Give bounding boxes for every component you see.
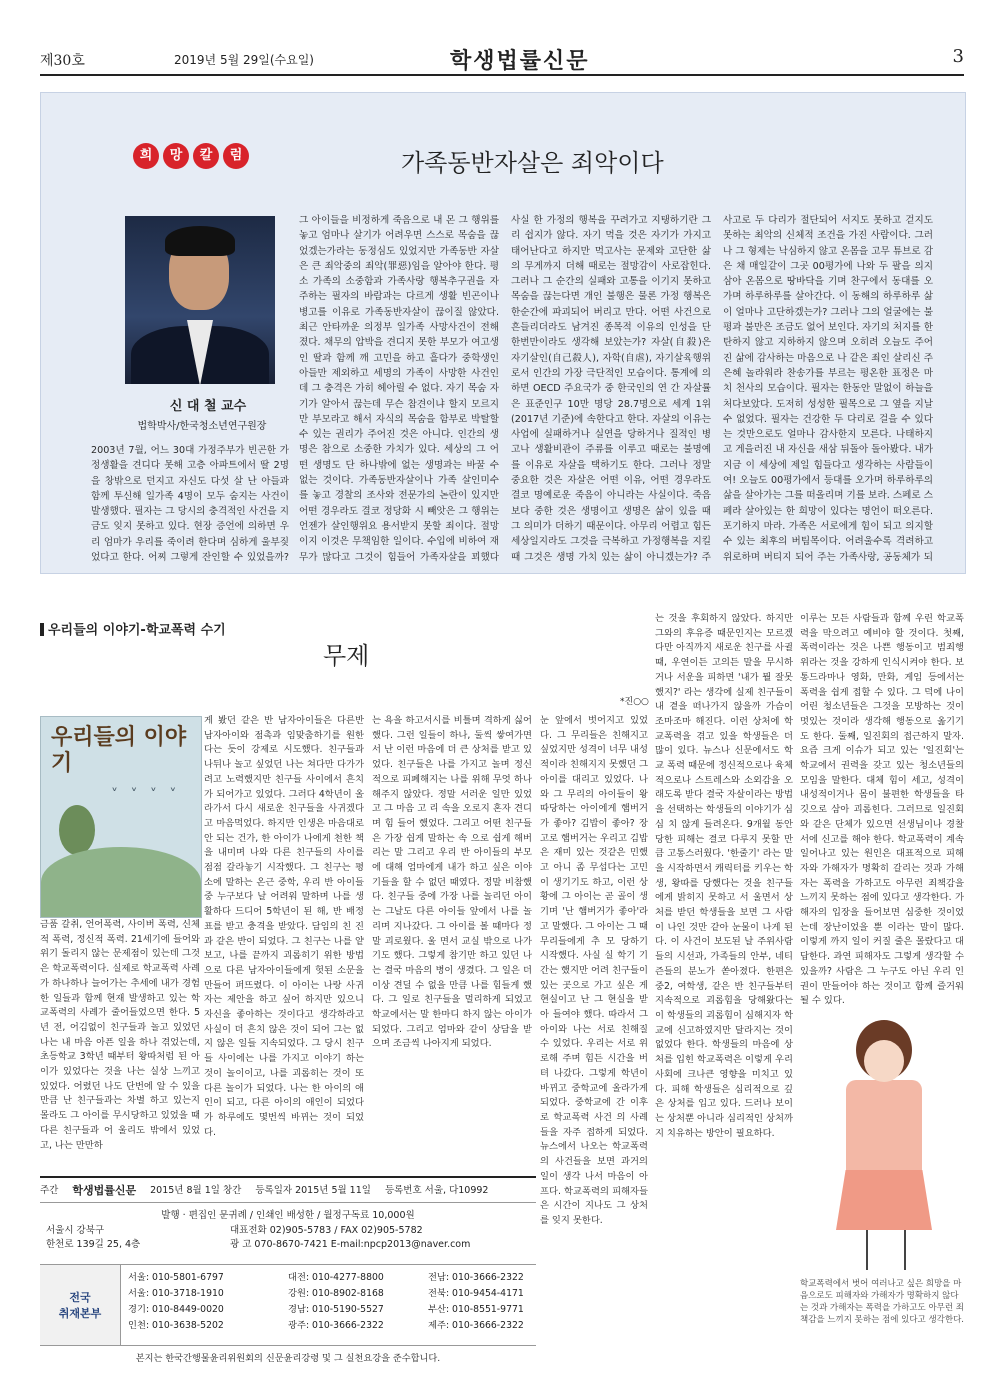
newspaper-title: 학생법률신문 <box>450 49 590 74</box>
regional-contact: 강원: 010-8902-8168 <box>288 1288 384 1299</box>
badge-char: 희 <box>133 143 159 169</box>
story-text-3: 는 욕을 하고서시를 비틀며 격하게 싫어했다. 그런 일들이 하나, 둘씩 쌓여가면서 난 이런 마음에 더 큰 상처를 받고 있었다. 친구들은 나를 가지고 놀며 정신적으로 피폐해지는 나를 위해 무엇 하나 해주지 않았다. 정말 서러운 일만 있었고 그 마음 고 리 속을 오로지 혼자 견디며 힘 들어 했었다. 그리고 어떤 친구들은 가장 쉽게 말하는 속 으로 쉽게 해버리는 말 그리고 우리 반 아이들의 부모에 대해 엄마에게 내가 하고 싶은 이야기들을 할 수 없던 때였다. 정말 비참했다. 친구들 중에 가장 나를 놀리던 아이는 그날도 다른 아이들 앞에서 나를 놀리며 지나갔다. 그 아이를 볼 때마다 정말 괴로웠다. 울 면서 교실 밖으로 나가기도 했다. 그렇게 참기만 하고 있던 나는 결국 마음의 병이 생겼다. 그 일은 더 이상 견딜 수 없을 만큼 나를 힘들게 했다. 그 일로 친구들을 멀리하게 되었고 학교에서는 말 한마디 하지 않는 아이가 되었다. 그리고 엄마와 같이 상담을 받으며 조금씩 나아지게 되었다. <box>372 715 532 1050</box>
regional-contact: 전북: 010-9454-4171 <box>428 1288 524 1299</box>
column-text-4: 사고로 두 다리가 절단되어 서지도 못하고 걷지도 못하는 최악의 신체적 조건을 가진 사람이다. 그러나 그 형제는 낙심하지 않고 온몸을 고무 튜브로 감은 채 매일같이 그곳 00평가에 나와 두 팔을 의지 삼아 온몸으로 땅바닥을 기며 찬구에서 동대를 오가며 하루하루를 살아간다. 이 동해의 하루하루 삶이 얼마나 고단하겠는가? 그러나 그의 얼굴에는 불평과 불만은 조금도 없어 보인다. 자기의 처지를 한탄하지 않고 지하하지 않으며 오히려 오늘도 주어진 삶에 감사하는 마음으로 나 같은 죄인 살리신 주 은혜 놀라워라 찬송가를 부르는 평온한 표정은 마치 천사의 모습이다. 필자는 한동안 말없이 하늘을 처다보았다. 도저히 성성한 필목으로 그 옆을 지날 수 없었다. 필자는 건강한 두 다리로 걸을 수 있다는 것만으로도 얼마나 감사한지 모른다. 나태하지고 게을러진 내 자신을 새삼 뒤돌아 돌아봤다. 내가 지금 이 세상에 제일 힘들다고 생각하는 사람들이여! 오늘도 00평가에서 등대를 오가며 하루하루의 삶을 살아가는 그를 떠올리며 기를 보라. 스페로 스페라 살아있는 한 희망이 있다는 명언이 떠오른다. 포기하지 마라. 가족은 서로에게 힘이 되고 의지할 수 있는 최후의 버팀목이다. 어려울수록 격려하고 위로하며 버티지 되어 주는 가족사랑, 공동체가 되 <box>723 215 933 563</box>
masthead-info <box>40 1176 536 1375</box>
regional-contact: 전남: 010-3666-2322 <box>428 1272 524 1283</box>
book-cover-image: 우리들의 이야기 ˅ ˅ ˅ ˅ <box>40 716 202 918</box>
column-text-1: 2003년 7월, 어느 30대 가정주부가 빈곤한 가정생활을 견디다 못해 고층 아파트에서 딸 2명을 창밖으로 던지고 자신도 다섯 살 난 아들과 함께 투신해 일가족 4명이 모두 숨지는 사건이 발생했다. 필자는 그 당시의 충격적인 사건을 지금도 잊지 못하고 있다. 현장 증언에 의하면 우리 엄마가 우리를 죽이려 한다며 심하게 울부짖었다고 한다. 어찌 그렇게 잔인할 수 있었을까? <box>91 445 289 563</box>
regional-offices <box>40 1264 536 1346</box>
story-text-1: 금품 갈취, 언어폭력, 사이버 폭력, 신체적 폭력, 정신적 폭력. 21세기에 들어와 위기 돌리지 않는 문제점이 있는데 그것은 학교폭력이다. 실제로 학교폭력 사례가 하나하나 늘어가는 추세에 내가 경험한 일들과 함께 현재 발생하고 있는 학교폭력의 사례가 줄어들었으면 한다. 5년 전, 어김없이 친구들과 놀고 있었던 나는 내 마음 아픈 일을 하나 겪었는데, 초등학교 3학년 때부터 왕따처럼 된 아이가 있었다는 것을 나는 실상 느끼고 있었다. 어렸던 나도 단번에 알 수 있을 만큼 난 친구들과는 차별 하고 있는지 몰라도 그 아이를 무시당하고 있었을 때 다른 친구들과 어 울리도 밖에서 있었고, 나는 만만하 <box>40 919 200 1151</box>
regional-contact: 서울: 010-5801-6797 <box>128 1272 224 1283</box>
regional-contact: 경남: 010-5190-5527 <box>288 1304 384 1315</box>
story-text-5: 는 것을 후회하지 않았다. 하지만 그와의 후유증 때문인지는 모르겠다만 아직까지 새로운 친구를 사귈 때, 우연이든 고의든 말을 무시하거나 서운을 피하면 '내가 뭘 잘못했지?' 라는 생각에 실제 친구들이 내 곁을 떠나가지 않을까 가슴이 조마조마 해진다. 이런 상처에 학교폭력을 겪고 있을 학생들은 더 많이 있다. 뉴스나 신문에서도 학교 폭력 때문에 정신적으로나 육체적으로나 스트레스와 소외감을 오래도록 받다 결국 자살이라는 방법을 선택하는 학생들의 이야기가 심심 치 않게 들려온다. 9개월 동안 당한 피해는 결코 다루지 못할 만큼 고통스러웠다. '한줄기' 라는 말을 시작하면서 캐릭터를 키우는 학생, 왕따를 당했다는 것을 친구들에게 밝히지 못하고 서 울면서 상처를 받던 학생들을 보면 그 사람이 나인 것만 같아 눈물이 나게 된다. 이 사건이 보도된 날 주위사람들의 시선과, 가족들의 안부, 네티즌들의 분노가 쏟아졌다. 한편은 중2, 여학생, 같은 반 친구들부터 지속적으로 괴롭힘을 당해왔다는 이 학생들의 괴롭힘이 심해지자 학교에 신고하였지만 달라지는 것이 없었다 한다. 학생들의 마음에 상처를 입힌 학교폭력은 이렇게 우리 사회에 크나큰 영향을 미치고 있다. 피해 학생들은 심리적으로 깊은 상처를 입고 있다. 드러나 보이는 상처뿐 아니라 심리적인 상처까지 치유하는 방안이 필요하다. <box>655 613 793 1139</box>
publisher-staff: 발행 · 편집인 문귀례 / 인쇄인 배성한 / 월정구독료 10,000원 <box>40 1202 536 1221</box>
regional-contact: 경기: 010-8449-0020 <box>128 1304 224 1315</box>
issue-number: 제30호 <box>40 53 85 69</box>
issue-date: 2019년 5월 29일(수요일) <box>174 53 314 67</box>
contact-info: 대표전화 02)905-5783 / FAX 02)905-5782 광 고 070-8670-7421 E-mail:npcp2013@naver.com <box>230 1225 471 1250</box>
page-header <box>40 44 964 76</box>
regional-contacts <box>128 1269 548 1331</box>
story-byline: *진○○ <box>620 697 649 707</box>
badge-char: 럼 <box>223 143 249 169</box>
column-text-3: 사실 한 가정의 행복을 꾸려가고 지탱하기란 그리 쉽지가 않다. 자기 먹을 것은 자기가 가지고 태어난다고 하지만 먹고사는 문제와 고단한 삶의 무게까지 더해 때로는 절망감이 사로잡힌다. 그러나 그 순간의 실패와 고통을 이기지 못하고 목숨을 끊는다면 개인 불행은 물론 가정 행복은 한순간에 파괴되어 버리고 만다. 어떤 사건으로 흔들리더라도 남겨진 종목적 이유의 인성을 단한번만이라도 생각해 보았는가? 자살(自殺)은 자기살인(自己殺人), 자학(自虐), 자기살육행위로서 인간의 가장 극단적인 모습이다. 통계에 의하면 OECD 주요국가 중 한국인의 연 간 자살률은 표준인구 10만 명당 28.7명으로 세계 1위(2017년 기준)에 속한다고 한다. 자살의 이유는 사업에 실패하거나 실연을 당하거나 질적인 병고나 생활비관이 주류를 이루고 때로는 불명예를 이유로 자살을 택하기도 한다. 그러나 정말 중요한 것은 자살은 어떤 이유, 어떤 경우라도 결코 명예로운 죽음이 아니라는 사실이다. 죽음보다 중한 것은 생명이고 생명은 삶이 있을 때 그 의미가 더하기 때문이다. 아무리 어렵고 힘든 세상일지라도 그것을 극복하고 가정행복을 지킬 때 그것은 생명 가치 있는 삶이 아니겠는가? 주 <box>511 215 711 563</box>
regional-label: 전국 취재본부 <box>40 1265 121 1345</box>
regional-contact: 제주: 010-3666-2322 <box>428 1320 524 1331</box>
author-title: 법학박사/한국청소년연구원장 <box>137 421 267 432</box>
regional-contact: 부산: 010-8551-9771 <box>428 1304 524 1315</box>
regional-contact: 인천: 010-3638-5202 <box>128 1320 224 1331</box>
cartoon-illustration <box>800 1020 964 1320</box>
column-badge <box>133 143 249 169</box>
page-number: 3 <box>952 46 964 67</box>
badge-char: 칼 <box>193 143 219 169</box>
masthead-label: 주간 <box>40 1185 59 1196</box>
registered-date: 등록일자 2015년 5월 11일 <box>255 1185 371 1196</box>
column-title: 가족동반자살은 죄악이다 <box>401 149 664 177</box>
ethics-notice: 본지는 한국간행물윤리위원회의 신문윤리강령 및 그 실천요강을 준수합니다. <box>135 1353 441 1364</box>
registration-number: 등록번호 서울, 다10992 <box>384 1185 489 1196</box>
masthead-paper-name: 학생법률신문 <box>72 1184 137 1197</box>
regional-contact: 서울: 010-3718-1910 <box>128 1288 224 1299</box>
address: 서울시 강북구 한천로 139길 25, 4층 <box>46 1225 141 1250</box>
story-text-2: 게 봤던 같은 반 남자아이들은 다른반 남자아이와 점촉과 임맞춤하기를 원한다는 듯이 강제로 시도했다. 친구들과 나뒤나 놀고 싶었던 나는 쳐다만 다가가려고 노력했지만 친구들 사이에서 흔치가 되어가고 있었다. 그러다 4학년이 올라가서 다시 새로운 친구들을 사귀겠다고 마음먹었다. 하지만 인생은 마음대로 안 되는 건가, 한 아이가 나에게 천한 책을 내미며 나와 다른 친구들의 사이를 점점 갈라놓기 시작했다. 그 친구는 평소에 말하는 온근 중학, 우리 반 아이들 중 누구보다 날 어려워 말하며 나를 생활하다 드디어 5학년이 된 해, 반 배정표를 받고 충격을 받았다. 담임의 친 진과 같은 반이 되었다. 그 친구는 나를 얕보고, 나를 끝까지 괴롭히기 위한 방법으로 다른 남자아이들에게 헛된 소문을 만들어 퍼뜨렸다. 이 아이는 나랑 사귀자는 제안을 하고 싶어 하지만 있으니 자신을 좋아하는 것이다고 생각하라고 사실이 더 흔치 않은 것이 되어 그는 없지 않은 일들 지속되었다. 그 당시 친구들 사이에는 나를 가지고 이야기 하는 것이 놀이이고, 나를 괴롭히는 것이 또 다른 놀이가 되었다. 나는 한 아이의 애인이 되고, 다른 아이의 애인이 되었다가 하루에도 몇번씩 바뀌는 것이 되었다. <box>204 715 364 1138</box>
cartoon-caption: 학교폭력에서 벗어 여러나고 싶은 희망을 마음으로도 피해자와 가해자가 명확하지 않다는 것과 가해자는 폭력을 가하고도 아무런 죄책감을 느끼지 못하는 점에 있다고 생각한다. <box>800 1279 965 1325</box>
badge-char: 망 <box>163 143 189 169</box>
column-text-2: 그 아이들을 비정하게 죽음으로 내 몬 그 행위를 놓고 엄마나 살기가 어려우면 스스로 목숨을 끊었겠는가라는 동정심도 있었지만 가족동반 자살은 큰 죄악중의 죄악(罪惡)임을 알아야 한다. 평소 가족의 소중함과 가족사랑 행복추구권을 자주하는 필자의 바람과는 다르게 생활 빈곤이나 병고를 이유로 가족동반자살이 끊이질 않았다. 최근 안타까운 의정부 일가족 사망사건이 전해졌다. 채무의 압박을 견디지 못한 부모가 여고생인 딸과 함께 깨 고민을 하고 흘다가 중학생인 아들만 제외하고 세명의 가족이 사망한 사건인데 그 충격은 가히 헤아릴 수 없다. 자기 목숨 자기가 알아서 끊는데 무슨 참견이냐 할지 모르지만 부모라고 해서 자식의 목숨을 함부로 박탈할 수 있는 권리가 주어진 것은 아니다. 인간의 생명은 참으로 소중한 가치가 있다. 세상의 그 어떤 생명도 단 하나밖에 없는 생명과는 바꿀 수 없는 것이다. 가족동반자살이나 가족 살인미수를 놓고 경찰의 조사와 전문가의 논란이 있지만 어떤 경우라도 결코 정당화 시 빼앗은 그 행위는 언젠가 살인행위요 용서받지 못할 죄이다. 절망이지 이것은 무책임한 일이다. 수입에 비하여 재무가 많다고 그것이 힘들어 가족자살을 꾀했다 <box>299 215 499 563</box>
story-text-4: 눈 앞에서 벗어지고 있었다. 그 무리들은 친해지고 싶었지만 성격이 너무 내성적이라 친해지지 못했던 그 아이를 대리고 있었다. 나와 그 무리의 아이들이 왕따당하는 아이에게 햄버거가 좋아? 김밥이 좋아? 장고로 햄버거는 우리고 김밥은 재미 있는 것같은 민했고 아니 좀 무섭다는 고민이 생기기도 하고, 이런 상황에 그 아이는 곧 골이 생기며 '난 햄버거가 좋아'라고 말했다. 그 아이는 그 때 무리들에게 추 모 당하기 시작했다. 사실 실 학기 기간는 했지만 어려 친구들이 있는 곳으로 가고 싶은 게 현실이고 난 그 현실을 받아 들여야 했다. 따라서 그 아이와 나는 서로 친해질 수 있었다. 우리는 서로 위로해 주며 힘든 시간을 버텨 나갔다. 그렇게 학년이 바뀌고 중학교에 올라가게 되었다. 중학교에 간 이후로 학교폭력 사건 의 사례 들을 자주 접하게 되었다. 뉴스에서 나오는 학교폭력의 사건들을 보면 과거의 일이 생각 나서 마음이 아프다. 학교폭력의 피해자들은 시간이 지나도 그 상처를 잊지 못한다. <box>540 715 648 1226</box>
story-title: 무제 <box>323 642 370 670</box>
regional-contact: 대전: 010-4277-8800 <box>288 1272 384 1283</box>
author-name: 신 대 철 교수 <box>169 399 247 414</box>
founded-date: 2015년 8월 1일 창간 <box>150 1185 242 1196</box>
regional-contact: 광주: 010-3666-2322 <box>288 1320 384 1331</box>
section-label: 우리들의 이야기-학교폭력 수기 <box>40 619 226 638</box>
book-title: 우리들의 이야기 <box>51 725 187 776</box>
author-photo <box>125 216 275 384</box>
story-text-6: 이루는 모든 사람들과 함께 우린 학교폭력을 막으려고 예비야 할 것이다. 첫째, 폭력이라는 것은 나쁜 행동이고 범죄행위라는 것을 강하게 인식시켜야 한다. 보통드라마나 영화, 만화, 게임 등에서는 폭력을 쉽게 접할 수 있다. 그 덕에 나이 어린 청소년들은 그것을 모방하는 것이 멋있는 것이라 생각해 행동으로 옮기기도 한다. 둘째, 일진회의 접근하지 말자. 요즘 크게 이슈가 되고 있는 '일진회'는 학교에서 권력을 갖고 있는 청소년들의 모임을 말한다. 대체 힘이 세고, 성격이 내성적이거나 몸이 불편한 학생들을 타깃으로 삼아 괴롭힌다. 그러므로 일진회와 같은 단체가 있으면 선생님이나 경찰서에 신고를 해야 한다. 학교폭력이 계속 일어나고 있는 원인은 대표적으로 피해자와 가해자가 명확히 갈리는 것과 가해자는 폭력을 가하고도 아무런 죄책감을 느끼지 못하는 점에 있다고 생각한다. 가해자의 입장을 들어보면 심중한 것이었는데 장난이었을 뿐 이라는 말이 많다. 이렇게 까지 일이 커질 줄은 몰랐다고 대답한다. 과연 피해자도 그렇게 생각할 수 있을까? 사람은 그 누구도 아닌 우리 인권이 만들어야 하는 것이고 함께 즐거워 될 수 있다. <box>800 613 964 1007</box>
hope-column-section <box>40 92 966 574</box>
